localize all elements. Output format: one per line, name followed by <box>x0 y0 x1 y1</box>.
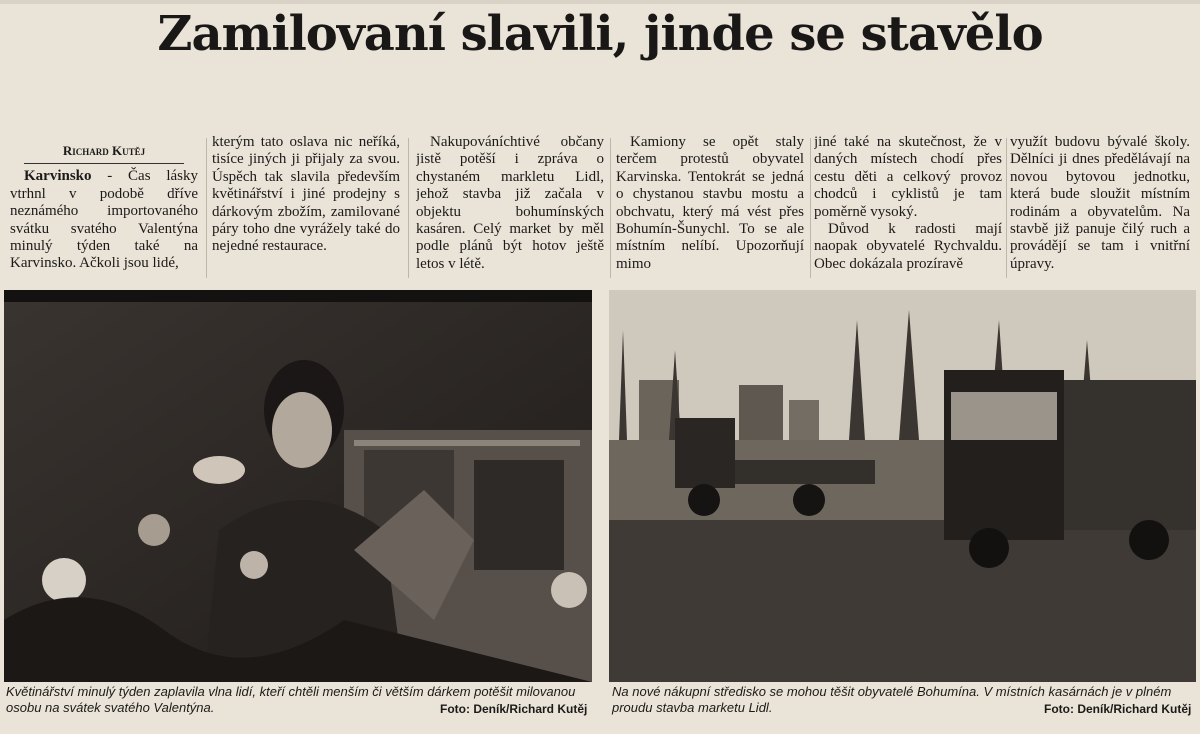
column-rule <box>1006 138 1007 278</box>
page-top-edge <box>0 0 1200 4</box>
column-rule <box>206 138 207 278</box>
left-caption: Květinářství minulý týden zaplavila vlna lidí, kteří chtěli menším či větším dárkem potěšit milovanou osobu na svátek svatého Valentýna. <box>6 684 576 715</box>
photo-flower-shop <box>4 290 592 682</box>
column-rule <box>610 138 611 278</box>
column-1 <box>10 134 198 280</box>
construction-site-image <box>609 290 1196 682</box>
column-6-text: využít budovu bývalé školy. Dělníci ji dnes předělávají na novou bytovou jednotku, která bude sloužit místním rodinám a obyvatelům. Na stavbě již panuje čilý ruch a provádějí se tam i vnitřní úpravy. <box>1010 134 1190 272</box>
column-rule <box>810 138 811 278</box>
column-5-text-a: jiné také na skutečnost, že v daných místech chodí přes cestu děti a celkový provoz chodců i cyklistů je tam poměrně vysoký. <box>814 134 1002 220</box>
column-3-text: Nakupováníchtivé občany jistě potěší i zpráva o chystaném markletu Lidl, jehož stavba již začala v objektu bohumínských kasáren. Celý market by měl podle plánů být hotov ještě letos v létě. <box>416 134 604 272</box>
column-2-text: kterým tato oslava nic neříká, tisíce jiných ji přijaly za svou. Úspěch tak slavila především květinářství i jiné prodejny s dárkovým zbožím, zamilované páry toho dne vyrážely také do nejedné restaurace. <box>212 134 400 255</box>
left-photo-credit: Foto: Deník/Richard Kutěj <box>440 702 588 716</box>
column-rule <box>408 138 409 278</box>
column-5 <box>814 134 1002 280</box>
flower-shop-image <box>4 290 592 682</box>
column-4-text: Kamiony se opět staly terčem protestů obyvatel Karvinska. Tentokrát se jedná o chystanou stavbu mostu a obchvatu, který má vést přes Bohumín-Šunychl. To se ale místním nelíbí. Upozorňují mimo <box>616 134 804 272</box>
column-2 <box>212 134 400 280</box>
column-5-text-b: Důvod k radosti mají naopak obyvatelé Rychvaldu. Obec dokázala prozíravě <box>814 221 1002 272</box>
photo-construction-site <box>609 290 1196 682</box>
dateline: Karvinsko <box>24 168 92 185</box>
column-1-text: - Čas lásky vtrhnl v podobě dříve neznámého importovaného svátku svatého Valentýna minulý týden také na Karvinsko. Ačkoli jsou lidé, <box>10 168 198 272</box>
headline: Zamilovaní slavili, jinde se stavělo <box>157 6 1043 62</box>
column-3 <box>416 134 604 280</box>
right-photo-credit: Foto: Deník/Richard Kutěj <box>1044 702 1192 716</box>
article-text <box>8 134 1192 280</box>
right-caption: Na nové nákupní středisko se mohou těšit obyvatelé Bohumína. V místních kasárnách je v plném proudu stavba marketu Lidl. <box>612 684 1172 715</box>
column-4 <box>616 134 804 280</box>
byline: Richard Kutěj <box>24 142 184 164</box>
column-6 <box>1010 134 1190 280</box>
